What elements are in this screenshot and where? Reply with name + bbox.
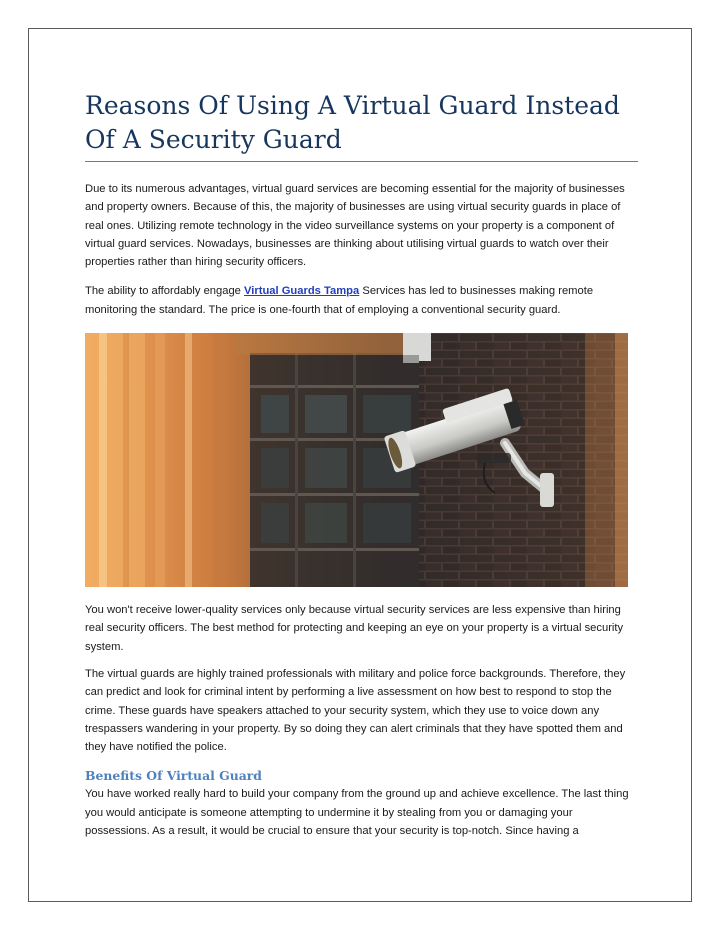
paragraph-trained-guards: The virtual guards are highly trained professionals with military and police force backgrounds. Therefore, they can predict and look for criminal intent by performing a live assessment on how best to respond to stop the crime. These guards have speakers attached to your security system, which they use to voice down any trespassers wandering in your property. By so doing they can alert criminals that they have spotted them and they have notified the police. xyxy=(85,667,626,754)
security-camera-photo xyxy=(85,333,628,587)
article-title: Reasons Of Using A Virtual Guard Instead Of A Security Guard xyxy=(85,89,638,162)
paragraph-quality: You won't receive lower-quality services only because virtual security services are less expensive than hiring real security officers. The best method for protecting and keeping an eye on your property is a virtual security system. xyxy=(85,604,624,653)
benefits-heading: Benefits Of Virtual Guard xyxy=(85,768,262,784)
virtual-guards-tampa-link[interactable]: Virtual Guards Tampa xyxy=(244,285,360,298)
paragraph-intro: Due to its numerous advantages, virtual guard services are becoming essential for the majority of businesses and property owners. Because of this, the majority of businesses are using virtual security guards in place of real ones. Utilizing remote technology in the video surveillance systems on your property is a component of virtual guard services. Nowadays, businesses are thinking about utilising virtual guards to watch over their properties rather than hiring security officers. xyxy=(85,183,625,269)
article-body xyxy=(85,89,638,840)
paragraph-cost-lead: The ability to affordably engage xyxy=(85,285,245,298)
document-page xyxy=(28,28,692,902)
paragraph-cost-tail: Services has led to businesses making remote monitoring the standard. The price is one-fourth that of employing a conventional security guard. xyxy=(85,285,594,316)
paragraph-cost xyxy=(85,282,638,319)
paragraph-benefits: You have worked really hard to build your company from the ground up and achieve excellence. The last thing you would anticipate is someone attempting to undermine it by stealing from you or damaging your possessions. As a result, it would be crucial to ensure that your security is top-notch. Since having a xyxy=(85,788,629,838)
